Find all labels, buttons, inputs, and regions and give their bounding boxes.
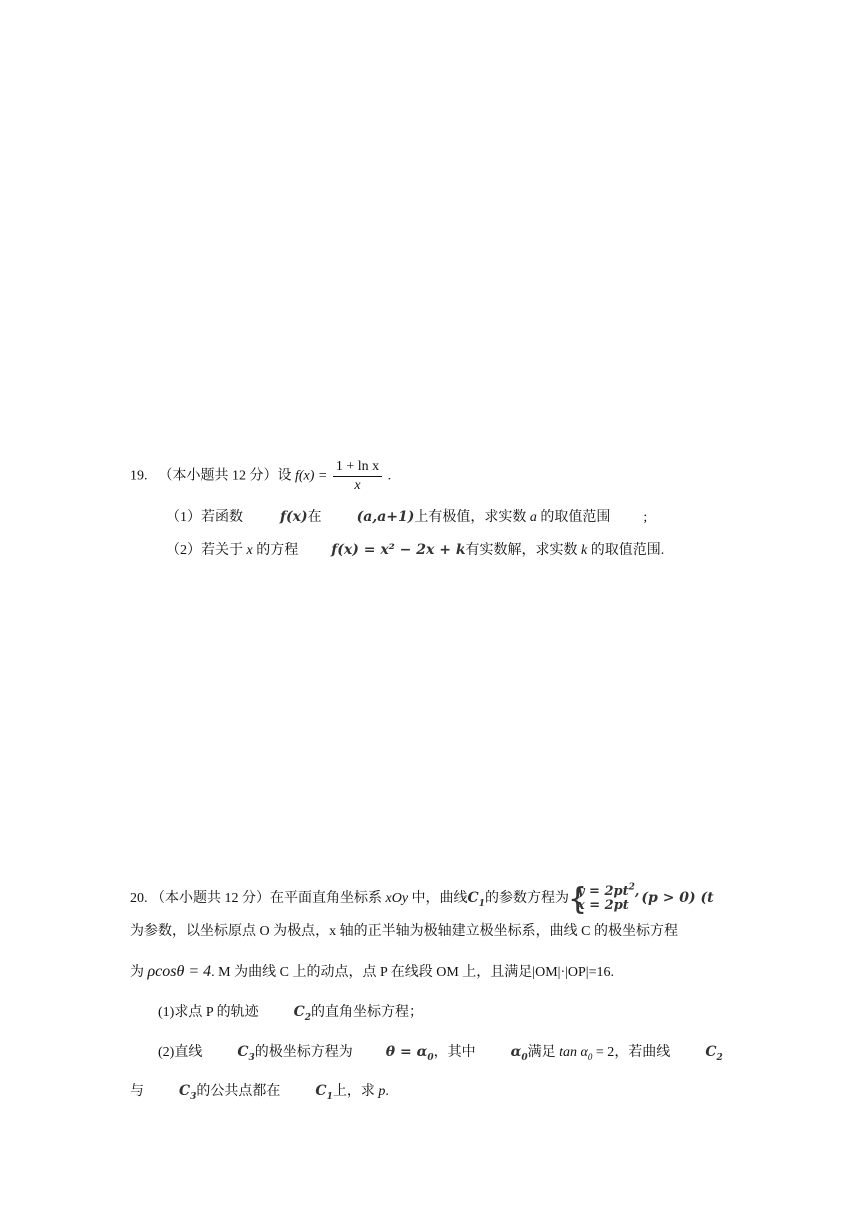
q19-p2-end: 的取值范围. xyxy=(590,543,665,558)
q20-p2-curve-c2-letter: C xyxy=(705,1044,717,1060)
q20-p2-tan-main: tan α xyxy=(559,1045,588,1060)
q20-p2-tan-eq: = 2 xyxy=(595,1045,615,1060)
q20-p1-tail: 的直角坐标方程； xyxy=(311,1005,424,1020)
q20-system-row-2: x = 2pt xyxy=(576,897,629,913)
q19-fraction-numerator: 1 + ln x xyxy=(333,458,382,477)
q19-p2-var: x xyxy=(246,543,253,558)
q20-line-6 xyxy=(130,1081,389,1102)
q20-l6-b: 的公共点都在 xyxy=(196,1084,281,1099)
q20-p2-line-c3 xyxy=(237,1044,255,1063)
q20-curve-c1-letter: C xyxy=(467,890,479,906)
q20-system-brace: { xyxy=(567,881,588,917)
q20-curve-c1 xyxy=(467,890,485,909)
q20-line-1 xyxy=(130,878,730,918)
q20-parametric-system xyxy=(567,881,640,917)
q20-curve-c1-sub: 1 xyxy=(478,898,485,909)
q20-p2-theta-eq-sub: 0 xyxy=(427,1052,434,1063)
q20-l3-a: 为 xyxy=(130,965,144,980)
q20-l6-line-c3 xyxy=(179,1083,197,1102)
q20-p2-label: (2)直线 xyxy=(158,1045,203,1060)
q20-p2-tan xyxy=(559,1045,592,1060)
q19-part-1 xyxy=(166,507,647,528)
q20-p2-theta-eq xyxy=(385,1044,434,1063)
q20-line-2 xyxy=(130,922,678,942)
q20-l6-line-c3-letter: C xyxy=(179,1083,191,1099)
q20-p2-alpha xyxy=(510,1044,528,1063)
q19-period: . xyxy=(387,468,392,484)
q20-p2-alpha-main: α xyxy=(510,1044,522,1060)
q20-l1-b: 中，曲线 xyxy=(411,891,468,906)
q20-p2-sat: 满足 xyxy=(527,1045,556,1060)
q19-p2-tail: 有实数解，求实数 xyxy=(465,543,578,558)
q20-l1-c: 的参数方程为 xyxy=(484,891,569,906)
q19-p2-label: （2）若关于 xyxy=(166,543,243,558)
q20-p2-if: ，若曲线 xyxy=(614,1045,671,1060)
q19-line-1 xyxy=(130,458,391,495)
q19-p1-label: （1）若函数 xyxy=(166,510,243,525)
q20-p1-label: (1)求点 P 的轨迹 xyxy=(158,1005,259,1020)
q19-intro: （本小题共 12 分）设 xyxy=(158,468,292,484)
q19-p1-function: f(x) xyxy=(280,509,308,525)
q20-p2-curve-c2 xyxy=(705,1044,723,1063)
q19-p1-var: a xyxy=(529,510,537,525)
q20-l6-a: 与 xyxy=(130,1084,144,1099)
q20-system-row-1-comma: , xyxy=(634,883,640,899)
q19-p1-interval: (a,a+1) xyxy=(356,509,415,525)
q20-l6-curve-c1-sub: 1 xyxy=(326,1091,333,1102)
q20-p1-curve-c2-letter: C xyxy=(293,1004,305,1020)
q19-p1-end: ; xyxy=(643,510,648,525)
q19-fraction-denominator: x xyxy=(354,478,361,493)
q20-p2-text: 的极坐标方程为 xyxy=(254,1045,353,1060)
q20-l2: 为参数，以坐标原点 O 为极点，x 轴的正半轴为极轴建立极坐标系，曲线 C 的极坐标方程 xyxy=(130,924,678,939)
q20-system-row-1-eq: y = 2pt xyxy=(576,883,629,899)
q20-p2-line-c3-sub: 3 xyxy=(248,1052,255,1063)
q20-l6-line-c3-sub: 3 xyxy=(190,1091,197,1102)
q19-number: 19. xyxy=(130,468,148,484)
q20-polar-equation: ρcosθ = 4 xyxy=(147,963,212,980)
q20-number: 20. xyxy=(130,891,148,906)
q19-part-2 xyxy=(166,540,664,561)
q20-coordinate-system: xOy xyxy=(385,891,409,906)
q19-p2-text: 的方程 xyxy=(256,543,299,558)
q20-p2-tan-sub: 0 xyxy=(587,1051,593,1062)
q19-p2-equation: f(x) = x² − 2x + k xyxy=(331,542,466,558)
q20-l6-curve-c1-letter: C xyxy=(315,1083,327,1099)
q19-p1-tail: 的取值范围 xyxy=(540,510,611,525)
q20-line-3 xyxy=(130,962,614,983)
q19-p1-on: 在 xyxy=(307,510,322,525)
q20-part-2 xyxy=(158,1042,738,1063)
q20-l6-p: p xyxy=(378,1084,386,1099)
q20-p2-curve-c2-sub: 2 xyxy=(716,1052,723,1063)
q20-p2-mid: ，其中 xyxy=(433,1045,476,1060)
q20-p2-alpha-sub: 0 xyxy=(521,1052,528,1063)
q20-l3-b: . M 为曲线 C 上的动点，点 P 在线段 OM 上，且满足|OM|·|OP|=16. xyxy=(211,965,615,980)
q20-system-row-1-sup: 2 xyxy=(628,882,635,893)
q20-l6-c: 上，求 xyxy=(332,1084,375,1099)
q20-p1-curve-c2 xyxy=(293,1004,312,1023)
q20-p2-theta-eq-main: θ = α xyxy=(385,1044,428,1060)
q20-l6-curve-c1 xyxy=(315,1083,333,1102)
q20-part-1 xyxy=(158,1002,423,1023)
q19-p2-var2: k xyxy=(581,543,588,558)
q19-p1-text: 上有极值，求实数 xyxy=(414,510,527,525)
q19-fraction xyxy=(333,458,382,495)
q20-p1-curve-c2-sub: 2 xyxy=(304,1012,312,1023)
q20-p2-line-c3-letter: C xyxy=(237,1044,249,1060)
q20-condition: (p > 0) (t xyxy=(641,890,714,906)
q20-l1-a: （本小题共 12 分）在平面直角坐标系 xyxy=(151,891,382,906)
q19-function-lhs: f(x) = xyxy=(295,468,328,484)
q20-l6-end: . xyxy=(385,1084,389,1099)
